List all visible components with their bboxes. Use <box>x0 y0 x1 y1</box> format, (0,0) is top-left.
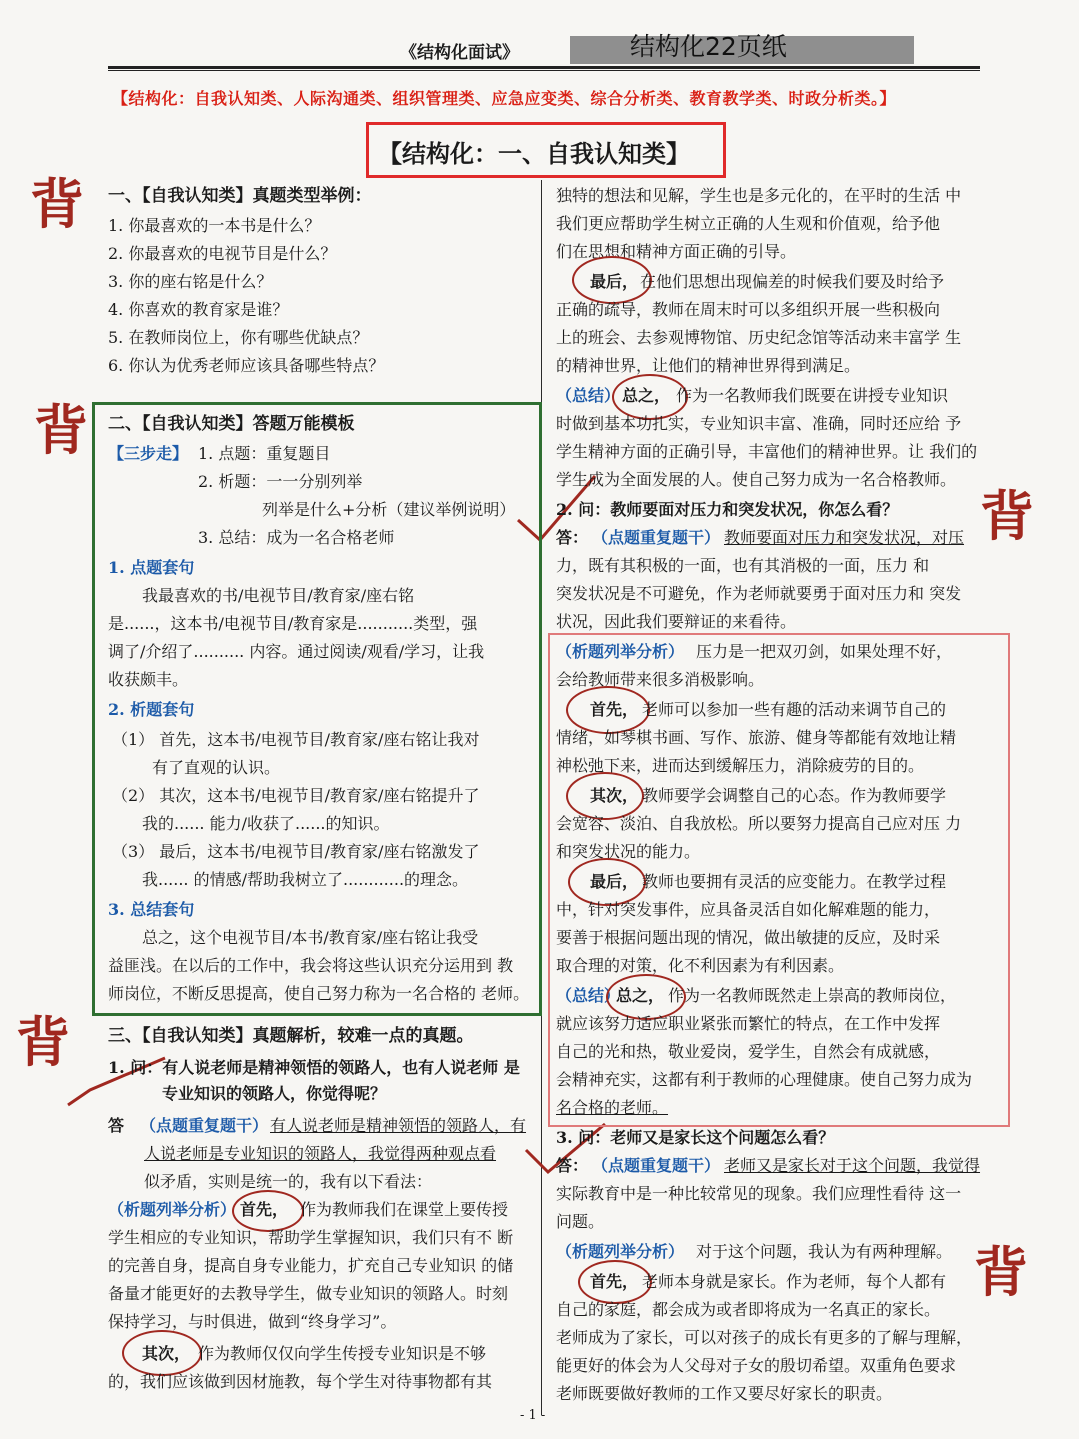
s3-keyword: 其次， <box>142 1344 191 1363</box>
r-line: 教师要学会调整自己的心态。作为教师要学 <box>642 786 947 805</box>
main-title: 【结构化：一、自我认知类】 <box>378 139 690 168</box>
s3-question: 1. 问：有人说老师是精神领悟的领路人，也有人说老师 是 <box>108 1058 520 1077</box>
s2-line: （3） 最后，这本书/电视节目/教育家/座右铭激发了 <box>112 842 480 861</box>
r-line: 作为一名教师既然走上崇高的教师岗位， <box>668 986 957 1005</box>
r-tag: （点题重复题干） <box>592 1156 721 1175</box>
r-keyword: 其次， <box>590 786 639 805</box>
s3-line: 的，我们应该做到因材施教，每个学生对待事物都有其 <box>108 1372 493 1391</box>
r-line: 们在思想和精神方面正确的引导。 <box>556 242 797 261</box>
r-line: 自己的光和热，敬业爱岗，爱学生，自然会有成就感， <box>556 1042 941 1061</box>
r-keyword: 总之， <box>622 386 671 405</box>
s3-line: 作为教师仅仅向学生传授专业知识是不够 <box>198 1344 487 1363</box>
r-line: 在他们思想出现偏差的时候我们要及时给予 <box>640 272 945 291</box>
r-line: 学生成为全面发展的人。使自己努力成为一名合格教师。 <box>556 470 957 489</box>
r-answer-label: 答： <box>556 1156 589 1175</box>
s2-line: （2） 其次，这本书/电视节目/教育家/座右铭提升了 <box>112 786 480 805</box>
r-line: 的精神世界，让他们的精神世界得到满足。 <box>556 356 861 375</box>
s1-item: 3. 你的座右铭是什么？ <box>108 272 273 291</box>
s2-line: 调了/介绍了.......... 内容。通过阅读/观看/学习，让我 <box>108 642 485 661</box>
header-rule <box>108 66 980 69</box>
r-tag: （点题重复题干） <box>592 528 721 547</box>
r-line: 名合格的老师。 <box>556 1098 669 1117</box>
r-line: 自己的家庭，都会成为或者即将成为一名真正的家长。 <box>556 1300 941 1319</box>
r-line: 能更好的体会为人父母对子女的殷切希望。双重角色要求 <box>556 1356 957 1375</box>
s3-keyword: 首先， <box>240 1200 289 1219</box>
s2-line: 收获颇丰。 <box>108 670 189 689</box>
r-line: 教师也要拥有灵活的应变能力。在教学过程 <box>642 872 947 891</box>
s3-line: 保持学习，与时俱进，做到“终身学习”。 <box>108 1312 397 1331</box>
s2-step: 1. 点题：重复题目 <box>198 444 331 463</box>
s2-line: 总之，这个电视节目/本书/教育家/座右铭让我受 <box>142 928 479 947</box>
r-line: 老师又是家长对于这个问题，我觉得 <box>724 1156 981 1175</box>
s3-tag: （析题列举分析） <box>108 1200 237 1219</box>
r-line: 状况，因此我们要辩证的来看待。 <box>556 612 797 631</box>
r-tag: （析题列举分析） <box>556 642 685 661</box>
s3-line: 作为教师我们在课堂上要传授 <box>300 1200 509 1219</box>
header-rule-thin <box>108 70 980 71</box>
r-line: 中，针对突发事件，应具备灵活自如化解难题的能力， <box>556 900 941 919</box>
category-list: 【结构化：自我认知类、人际沟通类、组织管理类、应急应变类、综合分析类、教育教学类、时政分析类。】 <box>112 89 897 108</box>
r-keyword: 首先， <box>590 700 639 719</box>
s1-title: 一、【自我认知类】真题类型举例： <box>108 186 372 206</box>
r-line: 实际教育中是一种比较常见的现象。我们应理性看待 这一 <box>556 1184 962 1203</box>
r-line: 教师要面对压力和突发状况，对压 <box>724 528 965 547</box>
header-bar-text: 结构化22页纸 <box>630 32 787 61</box>
ink-circle <box>578 1260 652 1304</box>
handwritten-mark-5: 背 <box>974 1240 1028 1304</box>
page-number: - 1 - <box>520 1408 546 1423</box>
s3-line: 学生相应的专业知识，帮助学生掌握知识，我们只有不 断 <box>108 1228 514 1247</box>
ink-circle <box>566 772 644 820</box>
r-line: 突发状况是不可避免，作为老师就要勇于面对压力和 突发 <box>556 584 962 603</box>
s2-line: （1） 首先，这本书/电视节目/教育家/座右铭让我对 <box>112 730 480 749</box>
ink-circle <box>566 686 650 734</box>
s2-line: 我的...... 能力/收获了......的知识。 <box>142 814 390 833</box>
s2-step: 列举是什么+分析（建议举例说明） <box>262 500 516 519</box>
s2-step: 2. 析题：一一分别列举 <box>198 472 363 491</box>
r-tag: （总结） <box>556 986 621 1005</box>
r-line: 要善于根据问题出现的情况，做出敏捷的反应，及时采 <box>556 928 941 947</box>
r-line: 会给教师带来很多消极影响。 <box>556 670 765 689</box>
s3-answer-label: 答 <box>108 1116 125 1135</box>
s3-line: 备量才能更好的去教导学生，做专业知识的领路人。时刻 <box>108 1284 509 1303</box>
r-line: 老师可以参加一些有趣的活动来调节自己的 <box>642 700 947 719</box>
s3-line: 有人说老师是精神领悟的领路人，有 <box>270 1116 527 1135</box>
r-line: 对于这个问题，我认为有两种理解。 <box>696 1242 953 1261</box>
r-question: 3. 问：老师又是家长这个问题怎么看？ <box>556 1128 835 1147</box>
handwritten-mark-4: 背 <box>980 484 1034 548</box>
s3-line: 似矛盾，实则是统一的，我有以下看法： <box>144 1172 433 1191</box>
r-keyword: 首先， <box>590 1272 639 1291</box>
handwritten-mark-3: 背 <box>16 1010 70 1074</box>
handwritten-mark-1: 背 <box>30 172 84 236</box>
r-line: 学生精神方面的正确引导，丰富他们的精神世界。让 我们的 <box>556 442 978 461</box>
handwritten-mark-2: 背 <box>34 398 88 462</box>
r-line: 老师本身就是家长。作为老师，每个人都有 <box>642 1272 947 1291</box>
doc-header-title: 《结构化面试》 <box>400 43 519 63</box>
r-line: 独特的想法和见解，学生也是多元化的，在平时的生活 中 <box>556 186 962 205</box>
r-tag: （析题列举分析） <box>556 1242 685 1261</box>
s2-line: 我...... 的情感/帮助我树立了............的理念。 <box>142 870 469 889</box>
ink-circle <box>122 1330 202 1376</box>
s3-question: 专业知识的领路人，你觉得呢？ <box>162 1084 387 1103</box>
r-line: 问题。 <box>556 1212 605 1231</box>
s2-line: 益匪浅。在以后的工作中，我会将这些认识充分运用到 教 <box>108 956 514 975</box>
r-answer-label: 答： <box>556 528 589 547</box>
ink-circle <box>568 858 646 906</box>
r-line: 情绪，如琴棋书画、写作、旅游、健身等都能有效地让精 <box>556 728 957 747</box>
s2-title: 二、【自我认知类】答题万能模板 <box>108 414 355 434</box>
r-line: 作为一名教师我们既要在讲授专业知识 <box>676 386 949 405</box>
r-line: 上的班会、去参观博物馆、历史纪念馆等活动来丰富学 生 <box>556 328 962 347</box>
s3-tag: （点题重复题干） <box>140 1116 269 1135</box>
s3-line: 人说老师是专业知识的领路人，我觉得两种观点看 <box>144 1144 497 1163</box>
s1-item: 2. 你最喜欢的电视节目是什么？ <box>108 244 337 263</box>
s3-title: 三、【自我认知类】真题解析，较难一点的真题。 <box>108 1026 474 1046</box>
r-line: 神松弛下来，进而达到缓解压力，消除疲劳的目的。 <box>556 756 925 775</box>
r-tag: （总结） <box>556 386 621 405</box>
r-line: 我们更应帮助学生树立正确的人生观和价值观，给予他 <box>556 214 941 233</box>
r-keyword: 最后， <box>590 872 639 891</box>
s2-line: 有了直观的认识。 <box>152 758 281 777</box>
r-line: 老师成为了家长，可以对孩子的成长有更多的了解与理解， <box>556 1328 973 1347</box>
ink-circle <box>232 1190 304 1232</box>
r-line: 会宽容、淡泊、自我放松。所以要努力提高自己应对压 力 <box>556 814 962 833</box>
r-keyword: 最后， <box>590 272 639 291</box>
r-line: 取合理的对策，化不利因素为有利因素。 <box>556 956 845 975</box>
s1-item: 4. 你喜欢的教育家是谁？ <box>108 300 289 319</box>
s2-line: 我最喜欢的书/电视节目/教育家/座右铭 <box>142 586 415 605</box>
r-line: 和突发状况的能力。 <box>556 842 701 861</box>
s2-line: 师岗位，不断反思提高，使自己努力称为一名合格的 老师。 <box>108 984 530 1003</box>
r-keyword: 总之， <box>616 986 665 1005</box>
r-line: 正确的疏导，教师在周末时可以多组织开展一些积极向 <box>556 300 941 319</box>
r-question: 2. 问：教师要面对压力和突发状况，你怎么看？ <box>556 500 899 519</box>
r-line: 压力是一把双刃剑，如果处理不好， <box>696 642 953 661</box>
s1-item: 6. 你认为优秀老师应该具备哪些特点？ <box>108 356 385 375</box>
s1-item: 5. 在教师岗位上，你有哪些优缺点？ <box>108 328 369 347</box>
r-line: 会精神充实，这都有利于教师的心理健康。使自己努力成为 <box>556 1070 973 1089</box>
s2-step: 3. 总结：成为一名合格老师 <box>198 528 395 547</box>
r-line: 老师既要做好教师的工作又要尽好家长的职责。 <box>556 1384 893 1403</box>
s2-steps-tag: 【三步走】 <box>108 444 189 463</box>
s2-sub-heading: 3. 总结套句 <box>108 900 195 919</box>
s3-line: 的完善自身，提高自身专业能力，扩充自己专业知识 的储 <box>108 1256 514 1275</box>
r-line: 就应该努力适应职业紧张而繁忙的特点，在工作中发挥 <box>556 1014 941 1033</box>
s2-sub-heading: 1. 点题套句 <box>108 558 195 577</box>
s2-line: 是......，这本书/电视节目/教育家是...........类型，强 <box>108 614 478 633</box>
s2-sub-heading: 2. 析题套句 <box>108 700 195 719</box>
r-line: 时做到基本功扎实，专业知识丰富、准确，同时还应给 予 <box>556 414 962 433</box>
s1-item: 1. 你最喜欢的一本书是什么？ <box>108 216 321 235</box>
r-line: 力，既有其积极的一面，也有其消极的一面，压力 和 <box>556 556 930 575</box>
